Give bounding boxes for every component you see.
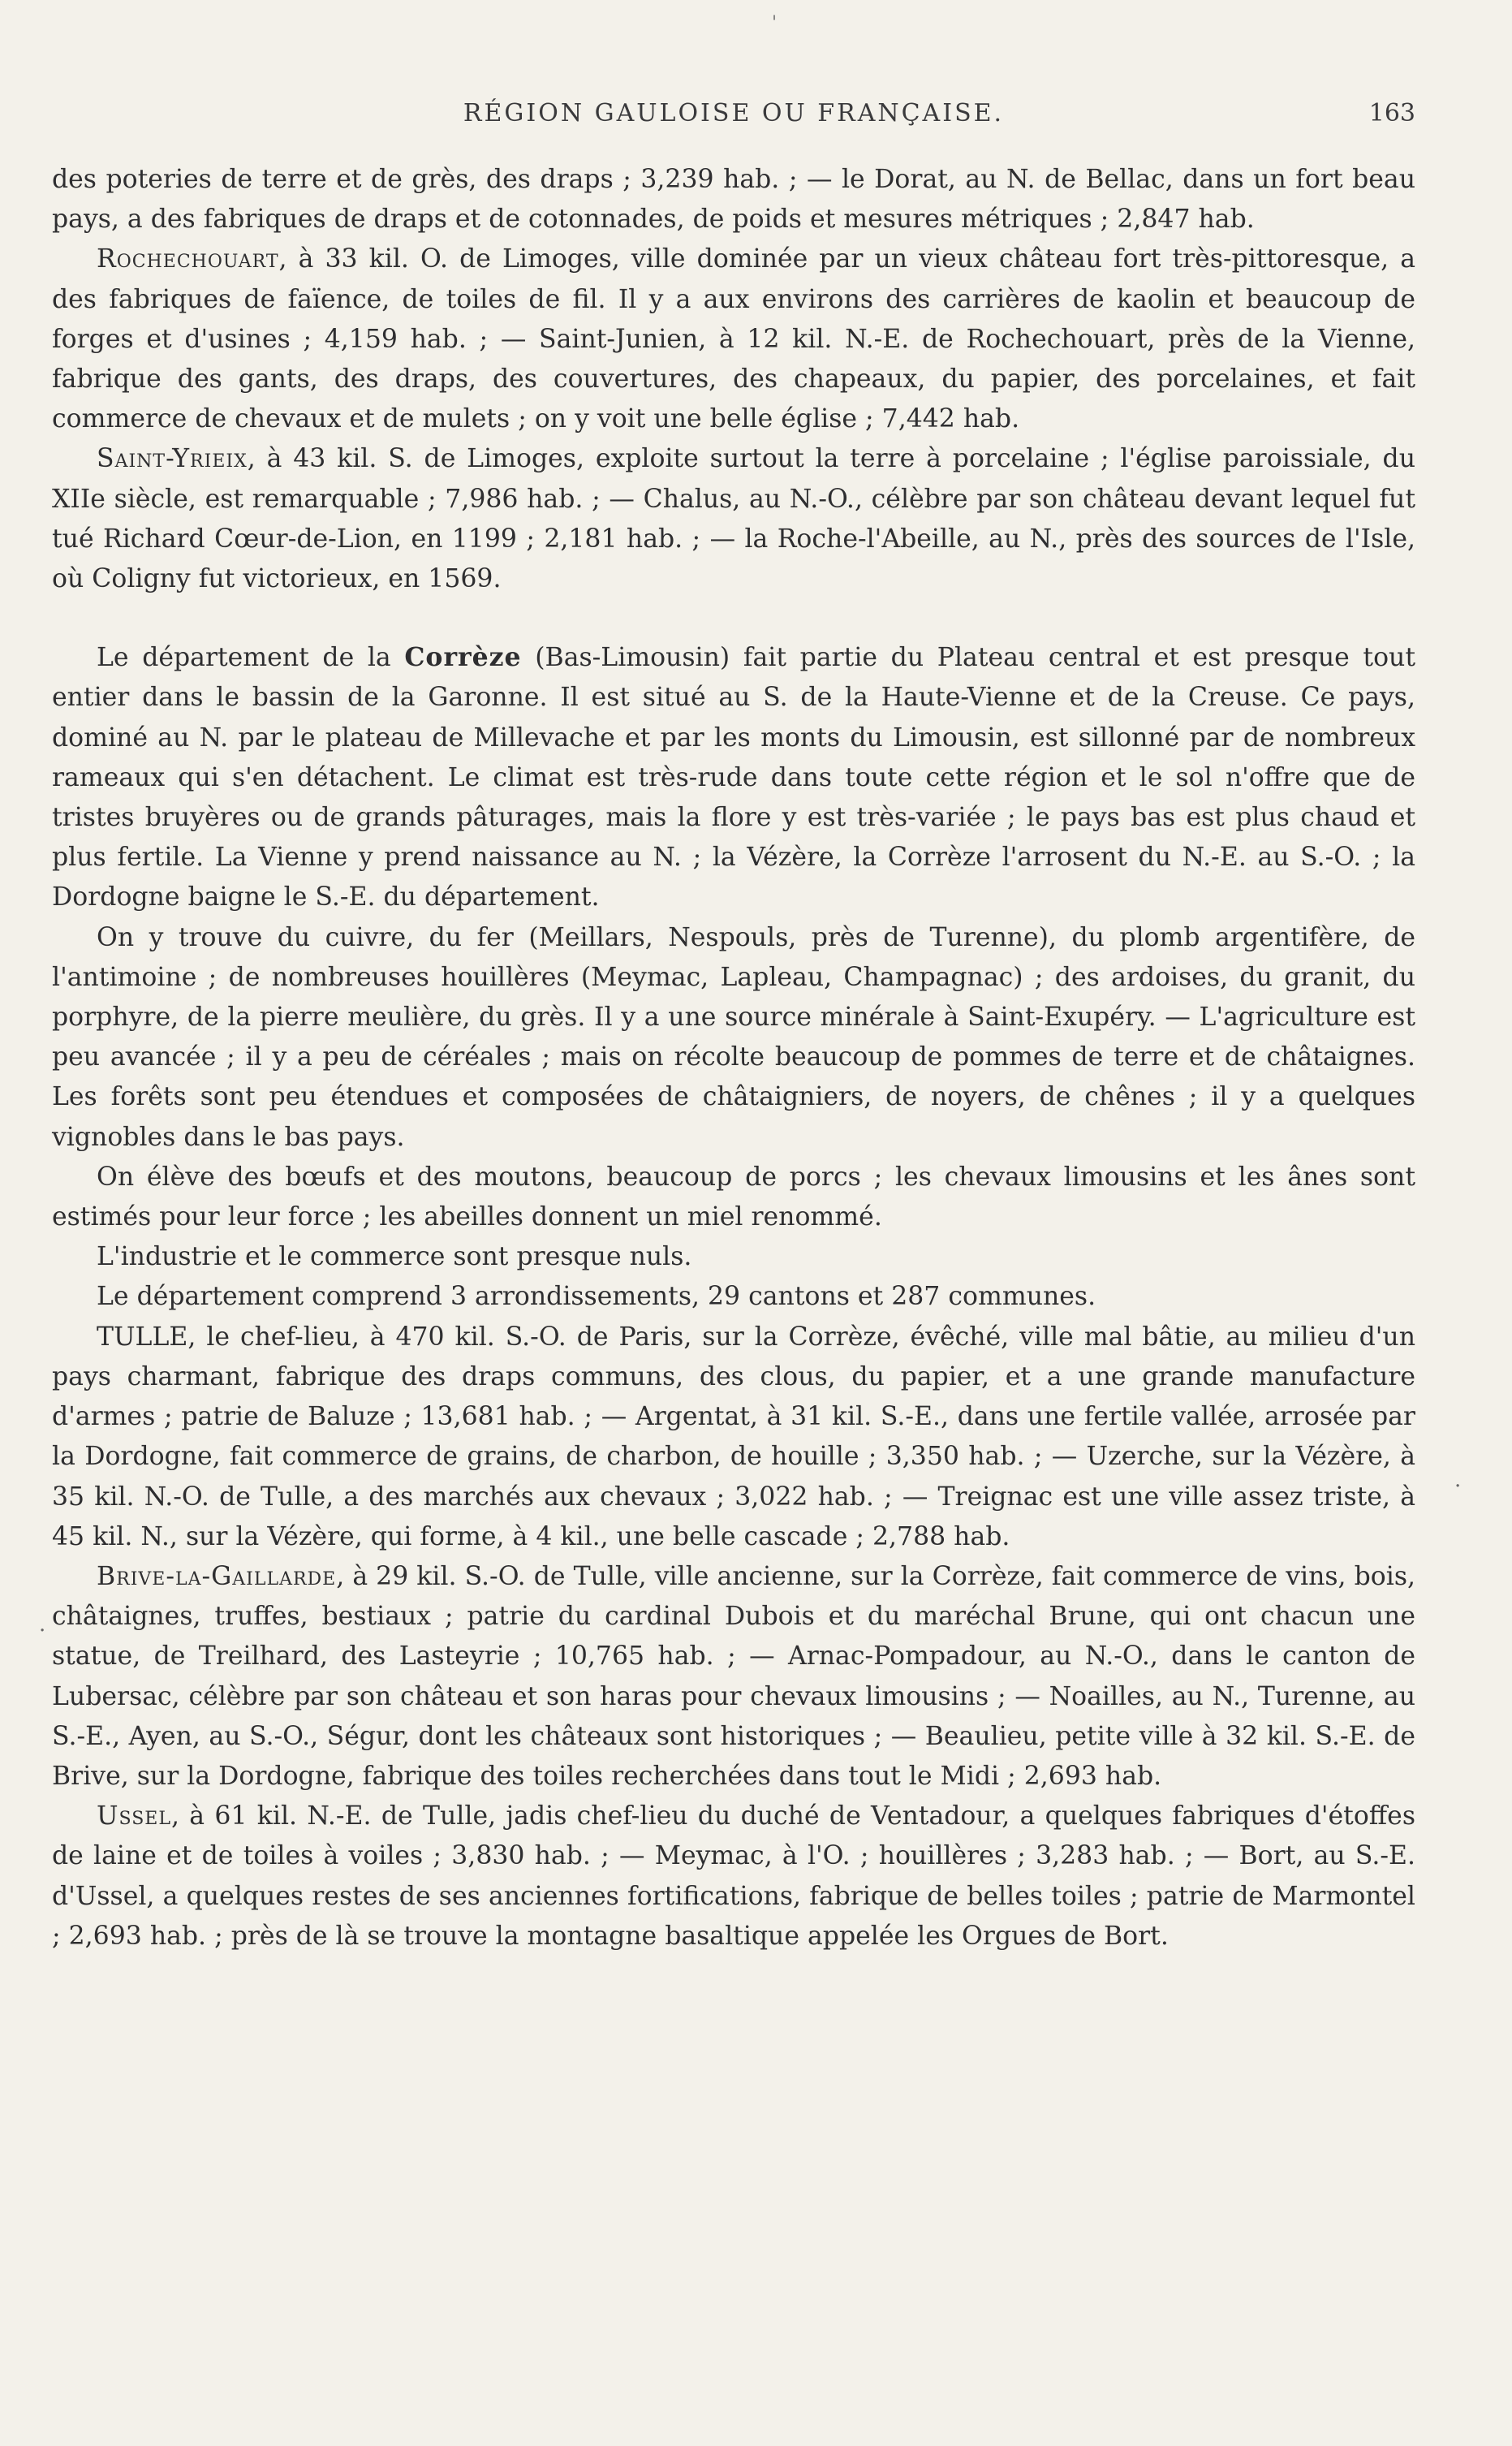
paragraph-tulle	[52, 1318, 1415, 1557]
place-heading: Saint-Yrieix	[97, 444, 248, 474]
margin-dot: .	[1454, 1468, 1462, 1492]
paragraph-text: des poteries de terre et de grès, des draps ; 3,239 hab. ; — le Dorat, au N. de Bellac, dans un fort beau pays, a des fabriques de draps et de cotonnades, de poids et mesures métriques ; 2,847 hab.	[52, 165, 1415, 235]
paragraph-text: Le département comprend 3 arrondissements, 29 cantons et 287 communes.	[97, 1282, 1096, 1312]
paragraph-saint-yrieix	[52, 439, 1415, 599]
paragraph-text: L'industrie et le commerce sont presque nuls.	[97, 1242, 692, 1272]
body-text	[52, 160, 1415, 1956]
paragraph-text: , à 43 kil. S. de Limoges, exploite surtout la terre à porcelaine ; l'église paroissiale, du XIIe siècle, est remarquable ; 7,986 hab. ; — Chalus, au N.-O., célèbre par son château devant lequel fut tué Richard Cœur-de-Lion, en 1199 ; 2,181 hab. ; — la Roche-l'Abeille, au N., près des sources de l'Isle, où Coligny fut victorieux, en 1569.	[52, 444, 1415, 594]
page-number: 163	[1368, 99, 1415, 127]
department-name: Corrèze	[404, 642, 522, 673]
paragraph-text: , à 29 kil. S.-O. de Tulle, ville ancienne, sur la Corrèze, fait commerce de vins, bois, châtaignes, truffes, bestiaux ; patrie du cardinal Dubois et du maréchal Brune, qui ont chacun une statue, de Treilhard, des Lasteyrie ; 10,765 hab. ; — Arnac-Pompadour, au N.-O., dans le canton de Lubersac, célèbre par son château et son haras pour chevaux limousins ; — Noailles, au N., Turenne, au S.-E., Ayen, au S.-O., Ségur, dont les châteaux sont historiques ; — Beaulieu, petite ville à 32 kil. S.-E. de Brive, sur la Dordogne, fabrique des toiles recherchées dans tout le Midi ; 2,693 hab.	[52, 1561, 1415, 1791]
paragraph-industry	[52, 1237, 1415, 1277]
running-title: RÉGION GAULOISE OU FRANÇAISE.	[463, 99, 1005, 127]
paragraph-correze-intro	[52, 637, 1415, 917]
paragraph-text: , à 33 kil. O. de Limoges, ville dominée par un vieux château fort très-pittoresque, a des fabriques de faïence, de toiles de fil. Il y a aux environs des carrières de kaolin et beaucoup de forges et d'usines ; 4,159 hab. ; — Saint-Junien, à 12 kil. N.-E. de Rochechouart, près de la Vienne, fabrique des gants, des draps, des couvertures, des chapeaux, du papier, des porcelaines, et fait commerce de chevaux et de mulets ; on y voit une belle église ; 7,442 hab.	[52, 244, 1415, 434]
paragraph-text: On élève des bœufs et des moutons, beaucoup de porcs ; les chevaux limousins et les ânes sont estimés pour leur force ; les abeilles donnent un miel renommé.	[52, 1162, 1415, 1232]
paragraph-text: , le chef-lieu, à 470 kil. S.-O. de Paris, sur la Corrèze, évêché, ville mal bâtie, au milieu d'un pays charmant, fabrique des draps communs, des clous, du papier, et a une grande manufacture d'armes ; patrie de Baluze ; 13,681 hab. ; — Argentat, à 31 kil. S.-E., dans une fertile vallée, arrosée par la Dordogne, fait commerce de grains, de charbon, de houille ; 3,350 hab. ; — Uzerche, sur la Vézère, à 35 kil. N.-O. de Tulle, a des marchés aux chevaux ; 3,022 hab. ; — Treignac est une ville assez triste, à 45 kil. N., sur la Vézère, qui forme, à 4 kil., une belle cascade ; 2,788 hab.	[52, 1322, 1415, 1551]
paragraph-text: Le département de la	[97, 643, 405, 673]
margin-dot: ·	[39, 1619, 46, 1643]
paragraph-ussel	[52, 1797, 1415, 1956]
paragraph-resources	[52, 918, 1415, 1158]
paragraph-text: , à 61 kil. N.-E. de Tulle, jadis chef-lieu du duché de Ventadour, a quelques fabriques d'étoffes de laine et de toiles à voiles ; 3,830 hab. ; — Meymac, à l'O. ; houillères ; 3,283 hab. ; — Bort, au S.-E. d'Ussel, a quelques restes de ses anciennes fortifications, fabrique de belles toiles ; patrie de Marmontel ; 2,693 hab. ; près de là se trouve la montagne basaltique appelée les Orgues de Bort.	[52, 1801, 1415, 1951]
place-heading: TULLE	[97, 1322, 188, 1352]
paragraph-text: On y trouve du cuivre, du fer (Meillars, Nespouls, près de Turenne), du plomb argentifère, de l'antimoine ; de nombreuses houillères (Meymac, Lapleau, Champagnac) ; des ardoises, du granit, du porphyre, de la pierre meulière, du grès. Il y a une source minérale à Saint-Exupéry. — L'agriculture est peu avancée ; il y a peu de céréales ; mais on récolte beaucoup de pommes de terre et de châtaignes. Les forêts sont peu étendues et composées de châtaigniers, de noyers, de chênes ; il y a quelques vignobles dans le bas pays.	[52, 922, 1415, 1152]
running-head	[52, 99, 1415, 140]
paragraph-bellac	[52, 160, 1415, 239]
paragraph-livestock	[52, 1158, 1415, 1237]
print-mark: '	[772, 13, 778, 33]
paragraph-rochechouart	[52, 239, 1415, 439]
paragraph-administration	[52, 1277, 1415, 1317]
place-heading: Brive-la-Gaillarde	[97, 1561, 337, 1591]
place-heading: Rochechouart	[97, 244, 279, 274]
paragraph-brive	[52, 1557, 1415, 1797]
place-heading: Ussel	[97, 1801, 171, 1831]
paragraph-text: (Bas-Limousin) fait partie du Plateau central et est presque tout entier dans le bassin de la Garonne. Il est situé au S. de la Haute-Vienne et de la Creuse. Ce pays, dominé au N. par le plateau de Millevache et par les monts du Limousin, est sillonné par de nombreux rameaux qui s'en détachent. Le climat est très-rude dans toute cette région et le sol n'offre que de tristes bruyères ou de grands pâturages, mais la flore y est très-variée ; le pays bas est plus chaud et plus fertile. La Vienne y prend naissance au N. ; la Vézère, la Corrèze l'arrosent du N.-E. au S.-O. ; la Dordogne baigne le S.-E. du département.	[52, 643, 1415, 912]
